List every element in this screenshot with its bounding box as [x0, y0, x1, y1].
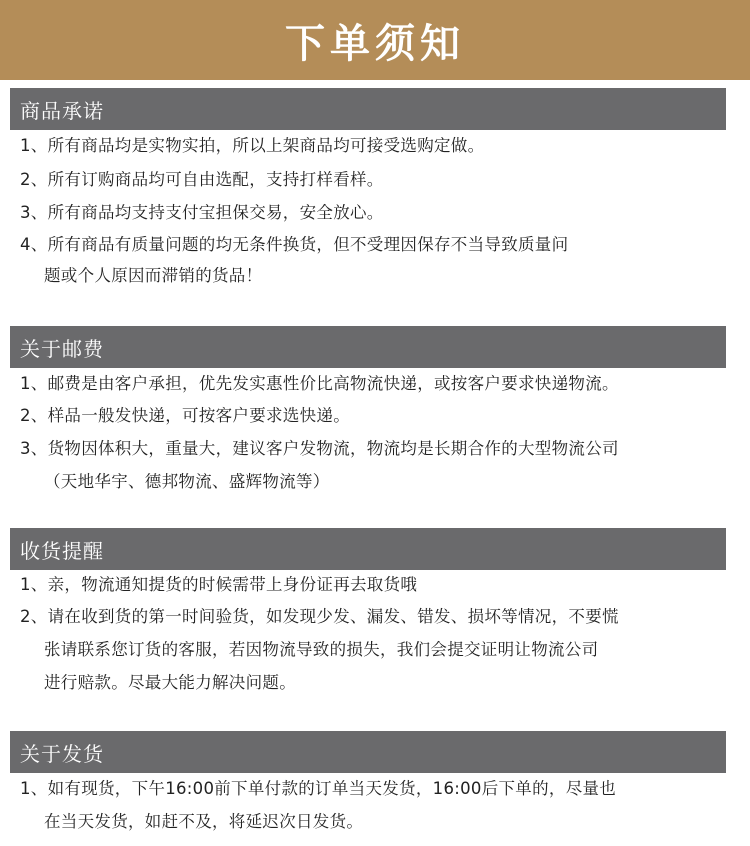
delivery-line-1-cont: 在当天发货，如赶不及，将延迟次日发货。: [44, 812, 364, 831]
section-title: 关于邮费: [20, 336, 104, 361]
section-title: 商品承诺: [20, 98, 104, 123]
section-header-delivery: [10, 731, 726, 773]
page-title: 下单须知: [285, 20, 465, 67]
section-header-receipt-reminder: [10, 528, 726, 570]
fee-line-1: 1、邮费是由客户承担，优先发实惠性价比高物流快递，或按客户要求快递物流。: [20, 374, 619, 393]
delivery-line-1: 1、如有现货，下午16:00前下单付款的订单当天发货，16:00后下单的，尽量也: [20, 779, 617, 798]
reminder-line-2: 2、请在收到货的第一时间验货，如发现少发、漏发、错发、损坏等情况，不要慌: [20, 607, 619, 626]
fee-line-3-cont: （天地华宇、德邦物流、盛辉物流等）: [44, 472, 330, 491]
promise-line-4-cont: 题或个人原因而滞销的货品！: [44, 266, 263, 285]
section-title: 关于发货: [20, 741, 104, 766]
section-header-product-promise: [10, 88, 726, 130]
promise-line-1: 1、所有商品均是实物实拍，所以上架商品均可接受选购定做。: [20, 136, 485, 155]
section-header-shipping-fee: [10, 326, 726, 368]
section-title: 收货提醒: [20, 538, 104, 563]
reminder-line-2-cont: 张请联系您订货的客服，若因物流导致的损失，我们会提交证明让物流公司: [44, 640, 599, 659]
fee-line-2: 2、样品一般发快递，可按客户要求选快递。: [20, 406, 350, 425]
reminder-line-1: 1、亲，物流通知提货的时候需带上身份证再去取货哦: [20, 575, 418, 594]
reminder-line-2-cont2: 进行赔款。尽最大能力解决问题。: [44, 673, 296, 692]
title-banner: [0, 0, 750, 80]
fee-line-3: 3、货物因体积大，重量大，建议客户发物流，物流均是长期合作的大型物流公司: [20, 439, 619, 458]
promise-line-3: 3、所有商品均支持支付宝担保交易，安全放心。: [20, 203, 384, 222]
promise-line-2: 2、所有订购商品均可自由选配，支持打样看样。: [20, 170, 384, 189]
promise-line-4: 4、所有商品有质量问题的均无条件换货，但不受理因保存不当导致质量问: [20, 235, 569, 254]
